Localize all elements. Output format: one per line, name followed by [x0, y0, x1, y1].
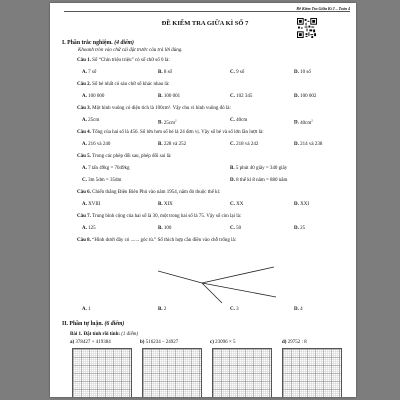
calc-b-grid[interactable] [142, 348, 202, 397]
question-5 [77, 154, 171, 159]
question-label: Câu 8. [77, 238, 91, 243]
part1-heading [62, 40, 134, 46]
q7-option-a[interactable]: A. 125 [82, 226, 96, 231]
question-1 [77, 58, 170, 63]
question-text: Trong các phép đổi sau, phép đổi sai là: [92, 154, 172, 159]
question-label: Câu 2. [77, 82, 91, 87]
calc-a-grid[interactable] [72, 348, 132, 397]
q6-option-a[interactable]: A. XVIII [82, 202, 101, 207]
q8-option-b[interactable]: B. 2 [158, 307, 167, 312]
calc-d-grid[interactable] [282, 348, 342, 397]
ray-lines [158, 267, 276, 303]
obtuse-angles-figure [158, 265, 278, 305]
q1-option-b[interactable]: B. 8 số [158, 70, 173, 75]
question-text: Tổng của hai số là 456. Số lớn hơn số bé là 24 đơn vị. Vậy số bé và số lớn lần lượt là: [92, 130, 264, 135]
q6-option-b[interactable]: B. XIX [158, 202, 173, 207]
question-label: Câu 3. [77, 106, 91, 111]
question-text: Số bé nhất có sáu chữ số khác nhau là: [92, 82, 170, 87]
q4-option-b[interactable]: B. 228 và 252 [158, 142, 187, 147]
question-7 [77, 214, 241, 219]
q7-option-b[interactable]: B. 100 [158, 226, 172, 231]
question-2 [77, 82, 169, 87]
bai-1-text: Đặt tính rồi tính: [83, 332, 121, 337]
question-4 [77, 130, 264, 135]
q5-option-d[interactable]: D. 8 thế kỉ 8 năm = 880 năm [230, 178, 288, 183]
header-note: Đề Kiểm Tra Giữa Kì 2 – Toán 4 [296, 6, 350, 11]
part1-heading-text: I. Phần trắc nghiệm. [62, 40, 113, 46]
question-3 [77, 106, 231, 111]
question-text: Một hình vuông có diện tích là 100cm². Vậy chu vi hình vuông đó là: [92, 106, 231, 111]
q7-option-c[interactable]: C. 50 [230, 226, 242, 231]
question-6 [77, 190, 220, 195]
q1-option-c[interactable]: C. 9 số [230, 70, 245, 75]
part2-heading-text: II. Phần tự luận. [62, 321, 104, 327]
q3-option-b[interactable]: B. $25cm^2$ [158, 118, 177, 126]
q3-option-a[interactable]: A. 25cm [82, 118, 100, 123]
ray [202, 283, 276, 297]
calc-c-label: c) 23096 × 5 [210, 340, 236, 345]
q7-option-d[interactable]: D. 25 [294, 226, 306, 231]
q3-option-d[interactable]: D. $40cm^2$ [294, 118, 313, 126]
q2-option-c[interactable]: C. 102 345 [230, 94, 253, 99]
ray [158, 271, 202, 283]
bai-1-heading [70, 332, 138, 337]
q1-option-d[interactable]: D. 10 số [294, 70, 311, 75]
q8-option-a[interactable]: A. 1 [82, 307, 91, 312]
header-rule [64, 11, 350, 12]
question-label: Câu 1. [77, 58, 91, 63]
part2-heading [62, 321, 124, 327]
question-label: Câu 7. [77, 214, 91, 219]
q6-option-d[interactable]: D. XXI [294, 202, 310, 207]
q1-option-a[interactable]: A. 7 số [82, 70, 97, 75]
q6-option-c[interactable]: C. XX [230, 202, 244, 207]
question-text: Chiến thắng Điện Biên Phủ vào năm 1954, năm đó thuộc thế kỉ: [92, 190, 221, 195]
calc-d-label: d) 29752 : 8 [282, 340, 307, 345]
page-title: ĐỀ KIỂM TRA GIỮA KÌ SỐ 7 [161, 20, 249, 27]
q8-option-d[interactable]: D. 4 [294, 307, 303, 312]
bai-1-points: (1 điểm) [121, 332, 139, 337]
ray [202, 267, 274, 283]
q8-option-c[interactable]: C. 3 [230, 307, 239, 312]
qr-code-icon [297, 18, 317, 38]
worksheet-page [50, 3, 356, 397]
question-label: Câu 6. [77, 190, 91, 195]
q2-option-d[interactable]: D. 100 002 [294, 94, 317, 99]
bai-1-label: Bài 1. [70, 332, 83, 337]
calc-b-label: b) 516234 – 24927 [140, 340, 179, 345]
q2-option-a[interactable]: A. 100 000 [82, 94, 105, 99]
q5-option-b[interactable]: B. 5 phút 40 giây = 340 giây [230, 166, 288, 171]
calc-a-label: a) 378427 + 419384 [70, 340, 111, 345]
q4-option-c[interactable]: C. 218 và 242 [230, 142, 259, 147]
q3-option-c[interactable]: C. 40cm [230, 118, 248, 123]
q2-option-b[interactable]: B. 100 001 [158, 94, 181, 99]
question-label: Câu 4. [77, 130, 91, 135]
question-label: Câu 5. [77, 154, 91, 159]
question-text: “Hình dưới đây có ....... góc tù.” Số thích hợp cần điền vào chỗ trống là: [92, 238, 237, 243]
question-text: Trung bình cộng của hai số là 30, một trong hai số là 75. Vậy số còn lại là: [92, 214, 242, 219]
q4-option-a[interactable]: A. 216 và 240 [82, 142, 111, 147]
part1-points: (4 điểm) [114, 40, 134, 46]
question-8 [77, 238, 236, 243]
part2-points: (6 điểm) [104, 321, 125, 327]
q5-option-c[interactable]: C. 3m 5dm = 35dm [82, 178, 122, 183]
question-text: Số “Chín triệu triệu” có số chữ số 0 là: [92, 58, 170, 63]
q5-option-a[interactable]: A. 7 tấn 49kg = 7049kg [82, 166, 130, 171]
q4-option-d[interactable]: D. 214 và 238 [294, 142, 323, 147]
calc-c-grid[interactable] [212, 348, 272, 397]
part1-instruction: Khoanh tròn vào chữ cái đặt trước câu trả lời đúng. [78, 48, 183, 53]
